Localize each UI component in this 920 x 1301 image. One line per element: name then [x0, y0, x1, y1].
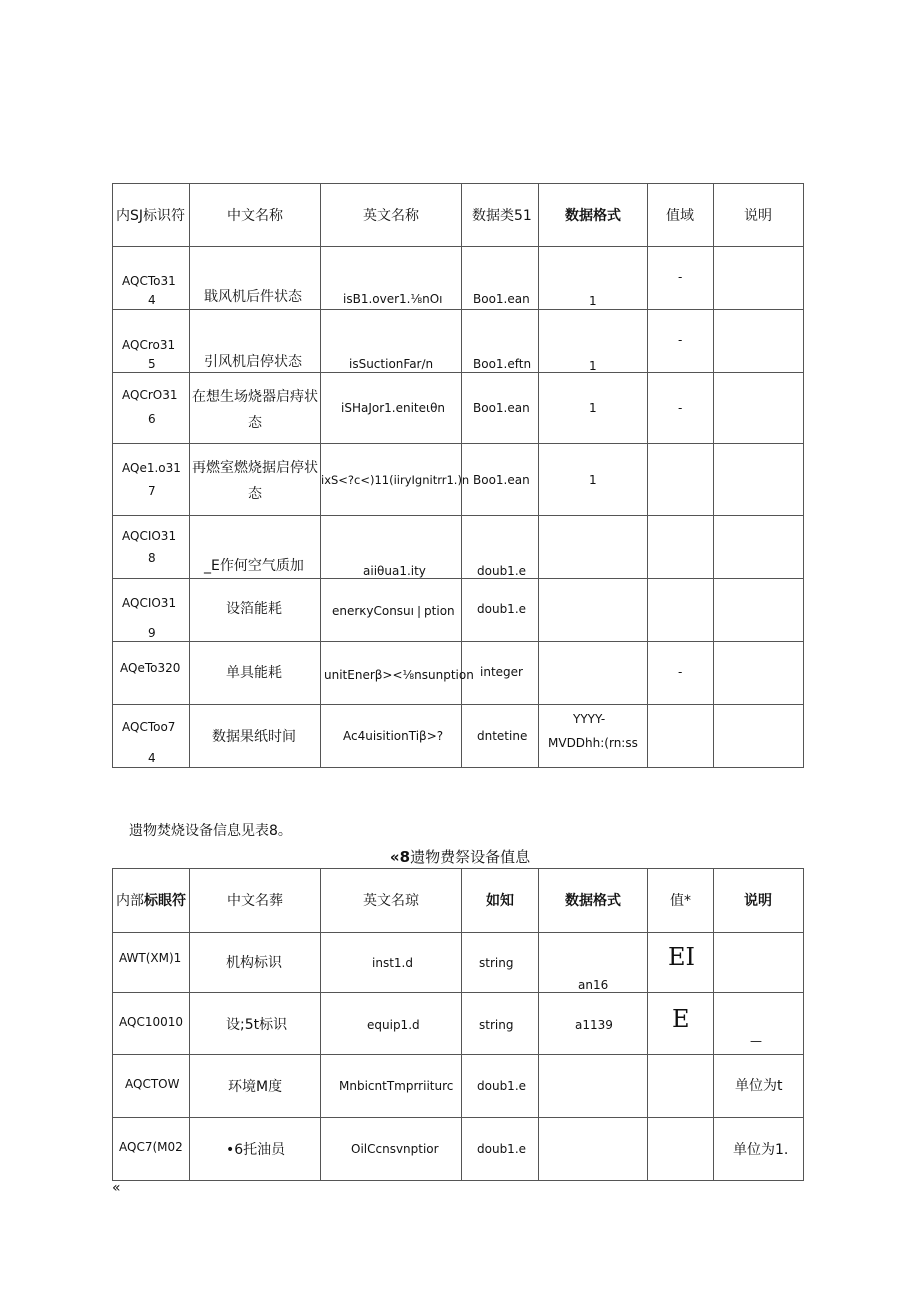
table-row: [113, 373, 804, 444]
caption-number: «8: [389, 848, 411, 866]
device-status-table: [112, 183, 804, 768]
table-row: [113, 705, 804, 768]
header-english-name: 英文名琼: [363, 893, 419, 909]
row-data-format: an16: [578, 978, 609, 992]
table-row: [113, 579, 804, 642]
row-chinese-name: _E作何空气质加: [204, 558, 304, 574]
row-identifier: AQCToo7: [122, 720, 176, 734]
row-data-format: 1: [589, 473, 597, 487]
row-data-type: Boo1.eftn: [473, 357, 532, 371]
row-english-name: inst1.d: [372, 956, 413, 970]
row-english-name: Ac4uisitionTiβ>?: [343, 729, 444, 743]
row-value-range: -: [678, 333, 683, 347]
header-data-format: 数据格式: [565, 893, 621, 909]
footer-mark: «: [112, 1180, 121, 1196]
row-english-name: isSuctionFar∕n: [349, 357, 434, 371]
row-data-type: string: [479, 1018, 514, 1032]
row-english-name: equip1.d: [367, 1018, 420, 1032]
row-identifier: AQCTo31: [122, 274, 176, 288]
row-english-name: isB1.over1.⅛nOı: [343, 292, 443, 306]
header-identifier: 内SJ标识符: [116, 208, 186, 224]
row-english-name: enerκyConsuı❘ption: [332, 604, 455, 618]
header-description: 说明: [744, 893, 772, 909]
row-data-type: doub1.e: [477, 1079, 527, 1093]
row-description: —: [750, 1034, 762, 1048]
row-chinese-name: 数据果纸时间: [212, 729, 296, 745]
table-row: [113, 247, 804, 310]
row-identifier: AQe1.o31: [122, 461, 181, 475]
row-data-type: doub1.e: [477, 564, 527, 578]
row-english-name: iSHaJor1.eniteιθn: [341, 401, 446, 415]
row-identifier-suffix: 9: [148, 626, 156, 640]
row-chinese-name-wrap: 态: [248, 486, 262, 502]
row-data-format: YYYY-: [573, 712, 606, 726]
header-chinese-name: 中文名称: [227, 208, 283, 224]
row-data-type: integer: [480, 665, 523, 679]
table-row: [113, 642, 804, 705]
row-description: 单位为t: [735, 1078, 783, 1094]
table-caption: [0, 846, 920, 867]
incineration-equipment-table: [112, 868, 804, 1181]
body-paragraph: 遗物焚烧设备信息见表8。: [129, 823, 292, 839]
row-value-range: -: [678, 270, 683, 284]
row-identifier: AQCro31: [122, 338, 176, 352]
table-row: [113, 933, 804, 993]
header-identifier: [116, 891, 186, 911]
row-identifier: AWT(XM)1: [119, 951, 182, 965]
row-value-range: EI: [668, 943, 695, 971]
row-identifier-suffix: 4: [148, 293, 156, 307]
row-data-format: 1: [589, 359, 597, 373]
caption-text: 遗物费祭设备值息: [410, 848, 531, 866]
row-data-type: string: [479, 956, 514, 970]
header-identifier-bold: 标眼符: [144, 893, 186, 909]
row-chinese-name: 设;5t标识: [226, 1017, 288, 1033]
header-identifier-prefix: 内部: [116, 893, 144, 909]
table-row: [113, 444, 804, 516]
row-data-format: 1: [589, 294, 597, 308]
row-data-format: 1: [589, 401, 597, 415]
row-data-format-wrap: MVDDhh:(rn:ss: [548, 736, 638, 750]
row-chinese-name: 在想生场烧器启痔状: [192, 389, 318, 405]
row-value-range: -: [678, 401, 683, 415]
header-chinese-name: 中文名葬: [227, 893, 283, 909]
header-value-range: 值*: [670, 893, 691, 909]
row-identifier-suffix: 4: [148, 751, 156, 765]
header-value-range: 值域: [666, 208, 694, 224]
row-data-type: Boo1.ean: [473, 473, 530, 487]
row-identifier: AQC10010: [119, 1015, 183, 1029]
row-data-type: doub1.e: [477, 1142, 527, 1156]
header-data-type: 数据类51: [472, 208, 532, 224]
table-row: [113, 1118, 804, 1181]
row-english-name: MnbicntTmprriiturc: [339, 1079, 454, 1093]
row-identifier: AQCrO31: [122, 388, 178, 402]
row-description: 单位为1.: [733, 1142, 789, 1158]
row-identifier: AQCIO31: [122, 529, 177, 543]
row-chinese-name: 再燃室燃烧据启停状: [192, 460, 318, 476]
row-chinese-name: •6托油员: [226, 1142, 286, 1158]
row-identifier: AQCIO31: [122, 596, 177, 610]
row-chinese-name-wrap: 态: [248, 415, 262, 431]
row-chinese-name: 机构标识: [226, 955, 282, 971]
row-data-type: dntetine: [477, 729, 528, 743]
row-data-type: Boo1.ean: [473, 401, 530, 415]
table-row: [113, 516, 804, 579]
row-chinese-name: 单具能耗: [226, 665, 282, 681]
row-value-range: E: [672, 1005, 690, 1033]
row-english-name: aiiθua1.ity: [363, 564, 426, 578]
row-chinese-name: 设箔能耗: [226, 601, 282, 617]
row-data-type: Boo1.ean: [473, 292, 530, 306]
row-english-name: ixS<?c<)11(iiryIgnitrr1.)n: [321, 473, 470, 487]
row-identifier-suffix: 8: [148, 551, 156, 565]
table-header-row: [113, 184, 804, 247]
row-identifier-suffix: 6: [148, 412, 156, 426]
row-chinese-name: 引风机启停状态: [204, 354, 302, 370]
row-value-range: -: [678, 665, 683, 679]
table-row: [113, 310, 804, 373]
header-data-format: 数据格式: [565, 208, 621, 224]
row-english-name: OilCcnsvnptior: [351, 1142, 439, 1156]
header-description: 说明: [744, 208, 772, 224]
row-english-name: unitEnerβ><⅛nsunption: [324, 668, 474, 682]
row-chinese-name: 戢风机后件状态: [204, 289, 302, 305]
row-identifier: AQCTOW: [125, 1077, 180, 1091]
row-identifier-suffix: 5: [148, 357, 156, 371]
row-identifier: AQeTo320: [120, 661, 181, 675]
header-data-type: 如知: [486, 893, 514, 909]
row-identifier-suffix: 7: [148, 484, 156, 498]
table-header-row: [113, 869, 804, 933]
header-english-name: 英文名称: [363, 208, 419, 224]
row-identifier: AQC7(M02: [119, 1140, 183, 1154]
row-data-format: a1139: [575, 1018, 613, 1032]
row-chinese-name: 环境M度: [228, 1079, 283, 1095]
table-row: [113, 1055, 804, 1118]
table-row: [113, 993, 804, 1055]
row-data-type: doub1.e: [477, 602, 527, 616]
